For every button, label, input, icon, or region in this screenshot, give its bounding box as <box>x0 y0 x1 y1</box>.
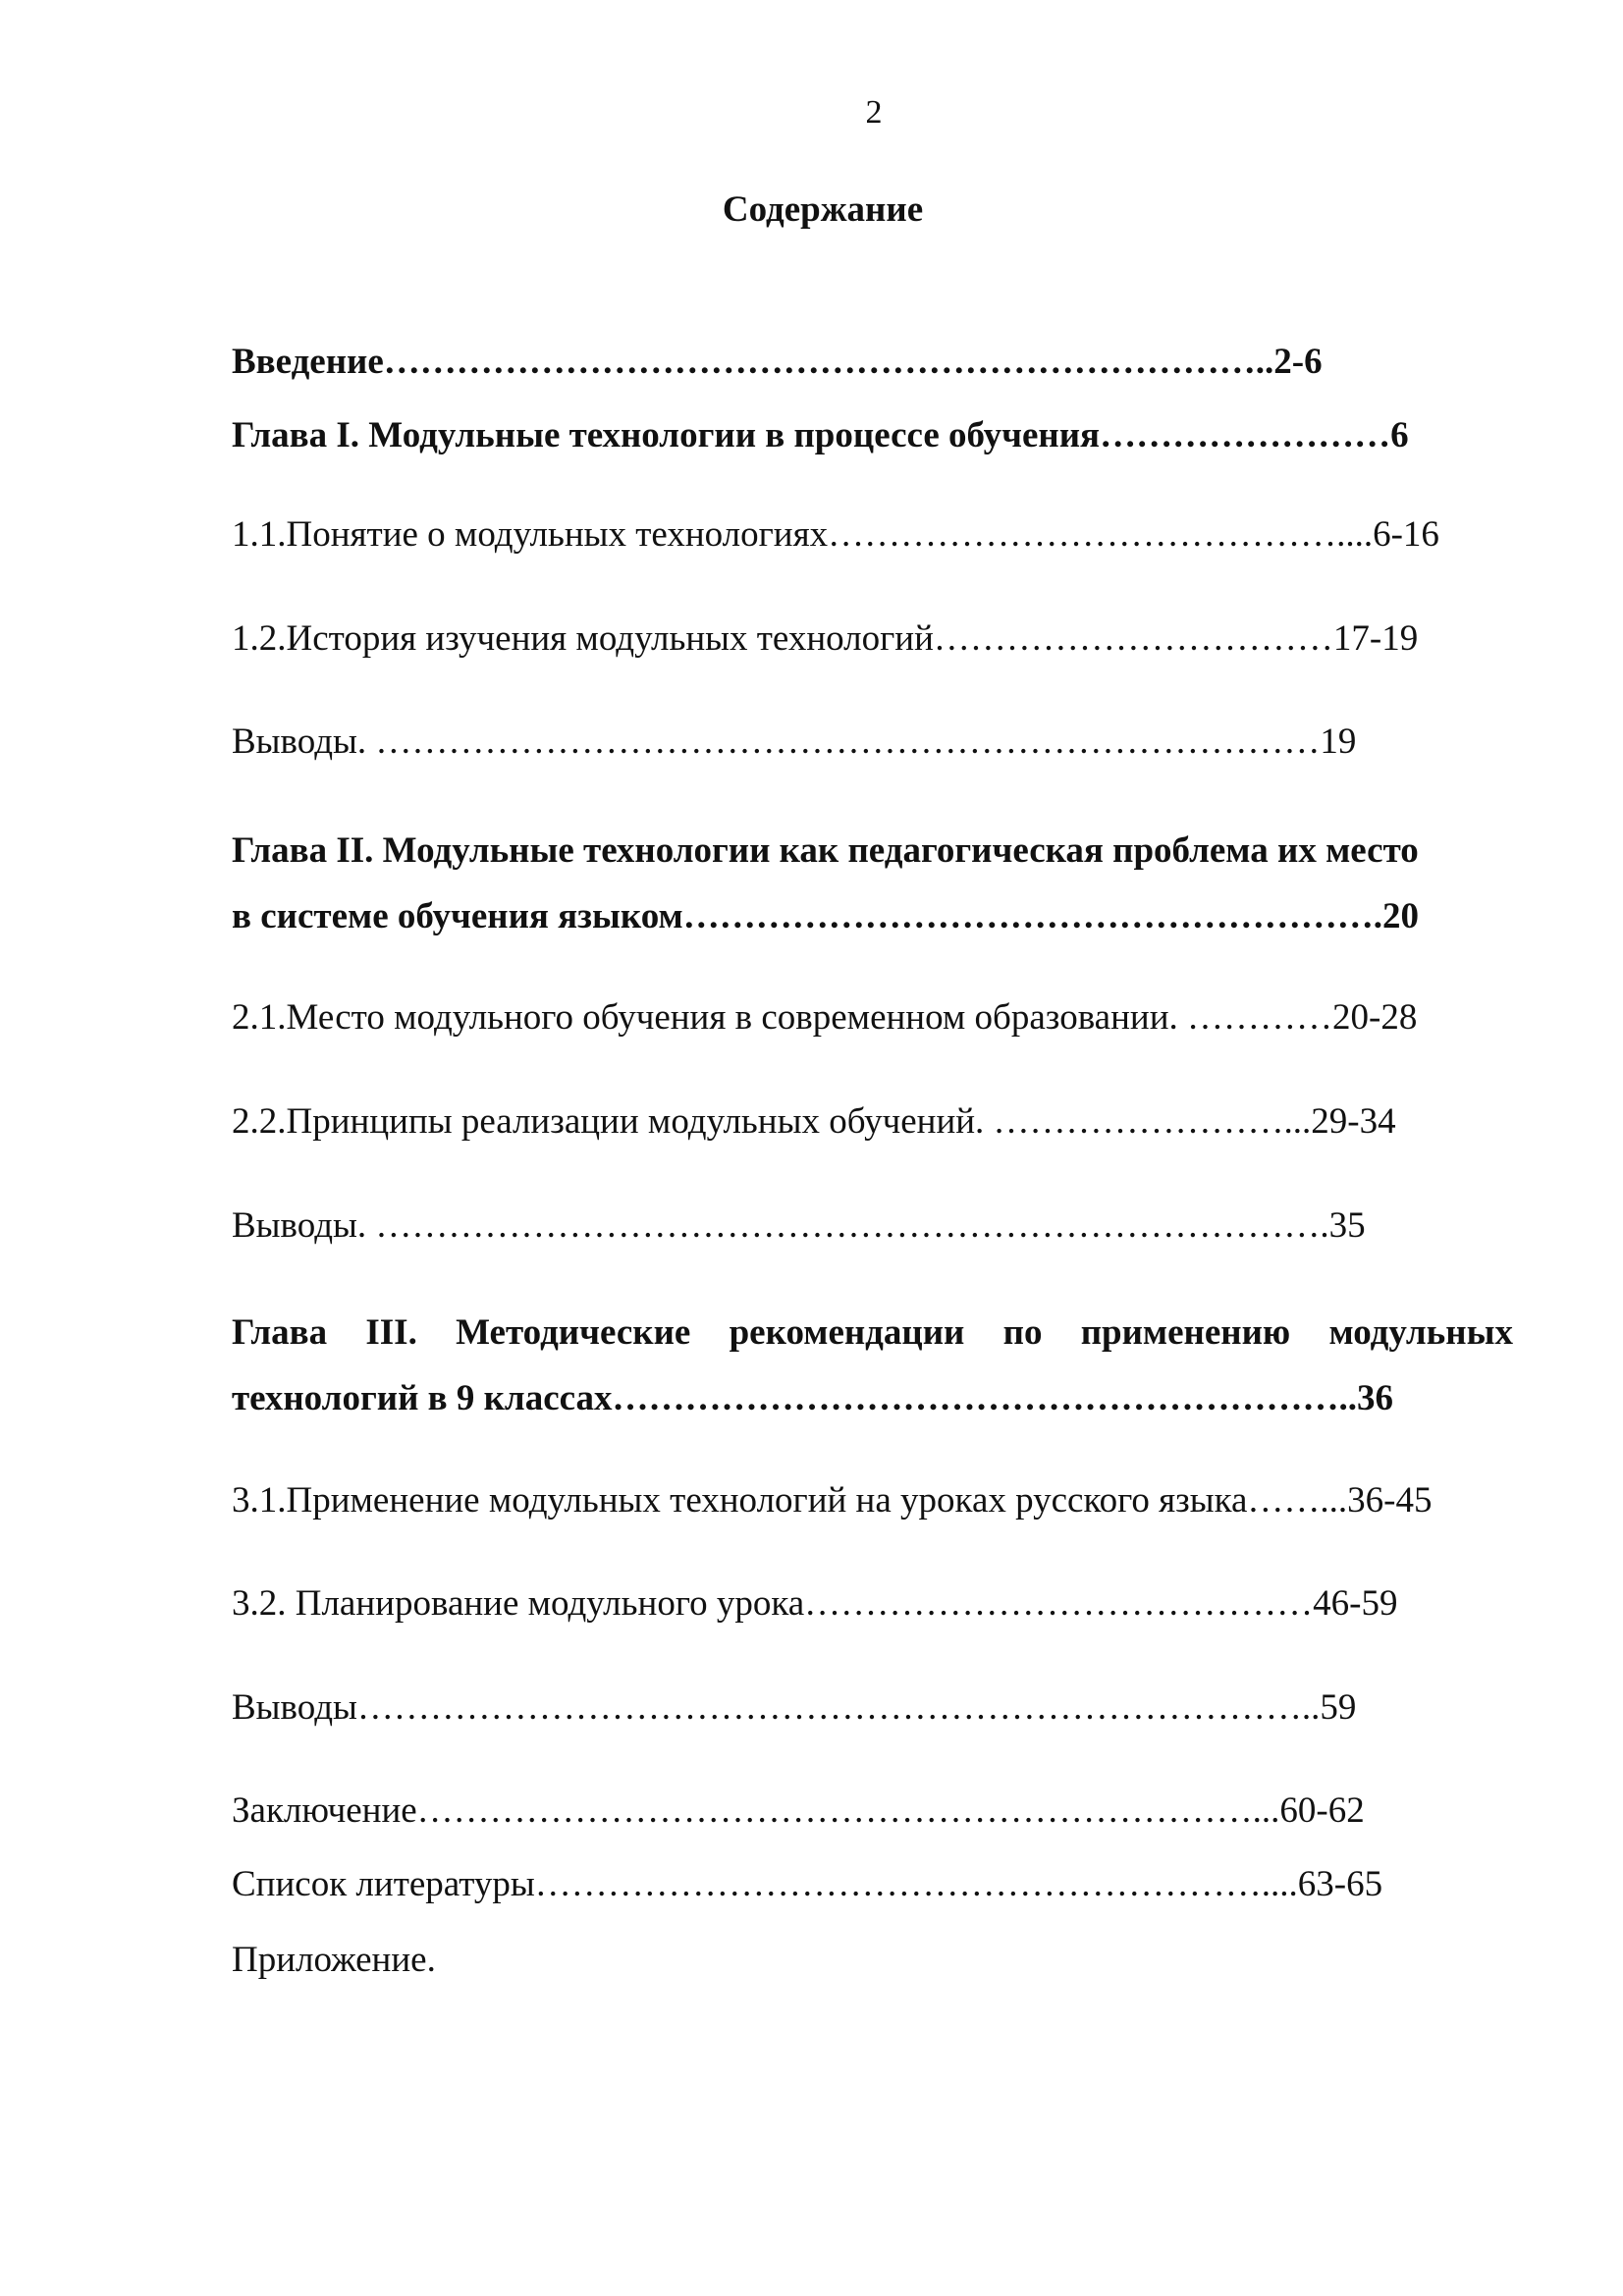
toc-entry-introduction: Введение………………………………………………………………..2-6 <box>232 342 1323 382</box>
toc-entry-chapter-3-line-2: технологий в 9 классах……………………………………………………..36 <box>232 1378 1393 1418</box>
toc-entry-section-1-1: 1.1.Понятие о модульных технологиях……………………………………....6-16 <box>232 514 1439 555</box>
page-number: 2 <box>865 94 883 131</box>
chapter-3-word: Методические <box>456 1312 691 1353</box>
toc-entry-section-3-1: 3.1.Применение модульных технологий на уроках русского языка……...36-45 <box>232 1480 1433 1521</box>
toc-entry-conclusions-2: Выводы. …………………………………………………………………….35 <box>232 1205 1366 1246</box>
toc-entry-chapter-3-line-1 <box>232 1311 1513 1355</box>
toc-entry-conclusions-1: Выводы. ……………………………………………………………………19 <box>232 721 1357 762</box>
chapter-3-word: модульных <box>1328 1312 1513 1353</box>
toc-entry-section-2-2: 2.2.Принципы реализации модульных обучений. ……………………...29-34 <box>232 1101 1396 1142</box>
chapter-3-word: рекомендации <box>729 1312 965 1353</box>
chapter-3-word: III. <box>365 1312 417 1353</box>
chapter-3-word: Глава <box>232 1312 328 1353</box>
toc-entry-appendix: Приложение. <box>232 1940 436 1980</box>
toc-entry-chapter-2-line-2: в системе обучения языком………………………………………………….20 <box>232 896 1420 936</box>
page-title: Содержание <box>722 189 924 230</box>
toc-entry-bibliography: Список литературы……………………………………………………....63-65 <box>232 1864 1383 1904</box>
toc-entry-chapter-2-line-1: Глава II. Модульные технологии как педагогическая проблема их место <box>232 830 1419 871</box>
chapter-3-word: по <box>1002 1312 1043 1353</box>
toc-entry-chapter-1: Глава I. Модульные технологии в процессе обучения……………………6 <box>232 415 1409 455</box>
toc-entry-section-2-1: 2.1.Место модульного обучения в современном образовании. …………20-28 <box>232 997 1418 1038</box>
toc-entry-section-1-2: 1.2.История изучения модульных технологий……………………………17-19 <box>232 618 1419 659</box>
toc-entry-conclusions-3: Выводы……………………………………………………………………..59 <box>232 1687 1357 1728</box>
toc-entry-conclusion: Заключение……………………………………………………………...60-62 <box>232 1790 1365 1831</box>
toc-entry-section-3-2: 3.2. Планирование модульного урока……………………………………46-59 <box>232 1583 1398 1624</box>
chapter-3-word: применению <box>1080 1312 1291 1353</box>
